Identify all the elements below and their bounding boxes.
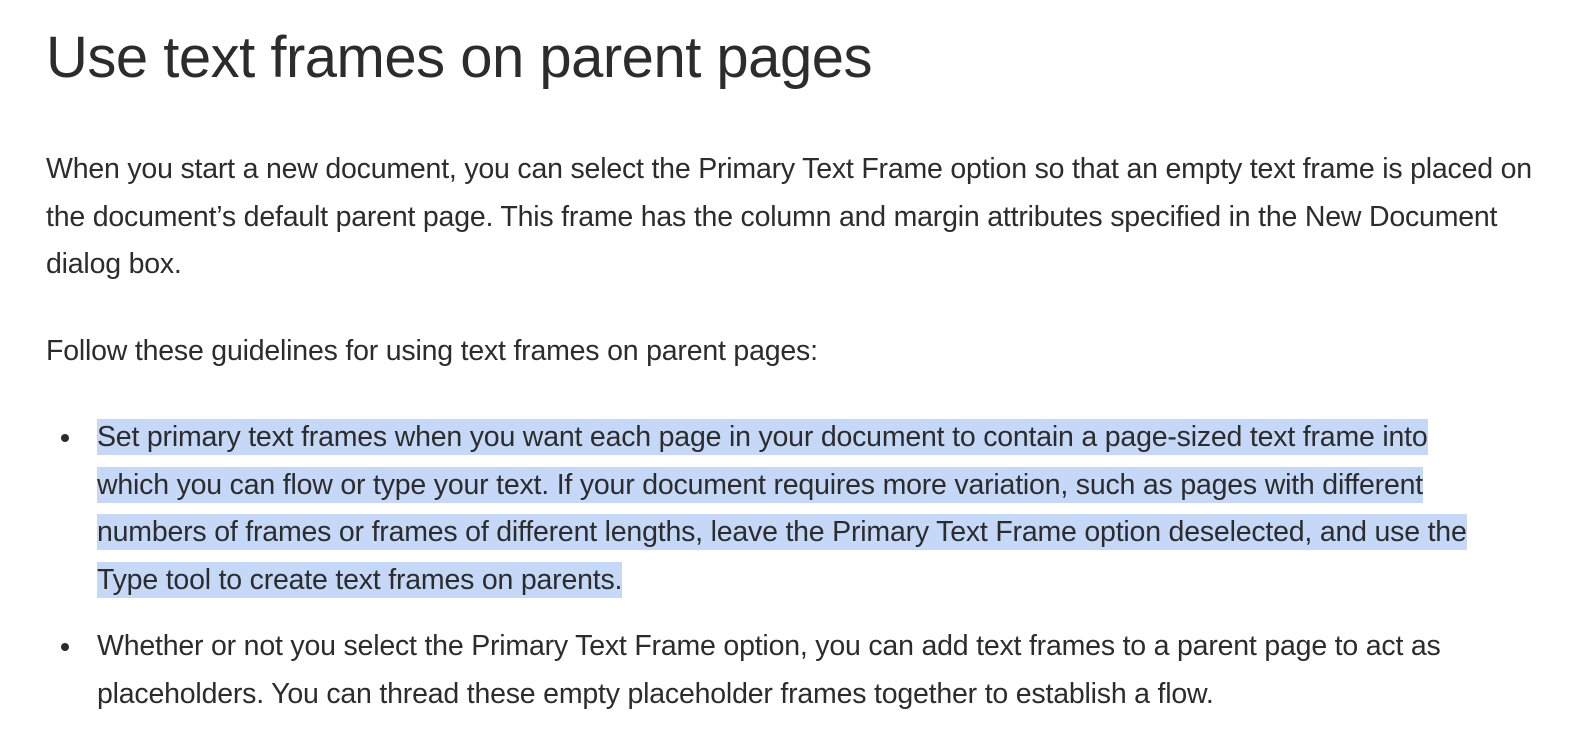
list-item xyxy=(46,414,1507,604)
guidelines-intro-paragraph: Follow these guidelines for using text frames on parent pages: xyxy=(46,334,818,367)
list-item-text: Whether or not you select the Primary Text Frame option, you can add text frames to a parent page to act as placeholders. You can thread these empty placeholder frames together to establish a flow. xyxy=(97,630,1441,710)
intro-paragraph: When you start a new document, you can select the Primary Text Frame option so that an empty text frame is placed on the document’s default parent page. This frame has the column and margin attributes specified in the New Document dialog box. xyxy=(46,153,1532,280)
bullet-icon xyxy=(61,434,69,442)
list-item xyxy=(46,623,1507,718)
page-title: Use text frames on parent pages xyxy=(46,25,872,90)
selected-text[interactable]: Set primary text frames when you want each page in your document to contain a page-sized text frame into which you can flow or type your text. If your document requires more variation, such as pages with different numbers of frames or frames of different lengths, leave the Primary Text Frame option deselected, and use the Type tool to create text frames on parents. xyxy=(97,421,1467,596)
bullet-icon xyxy=(61,643,69,651)
article-content xyxy=(46,0,1546,718)
guidelines-list xyxy=(46,414,1546,718)
